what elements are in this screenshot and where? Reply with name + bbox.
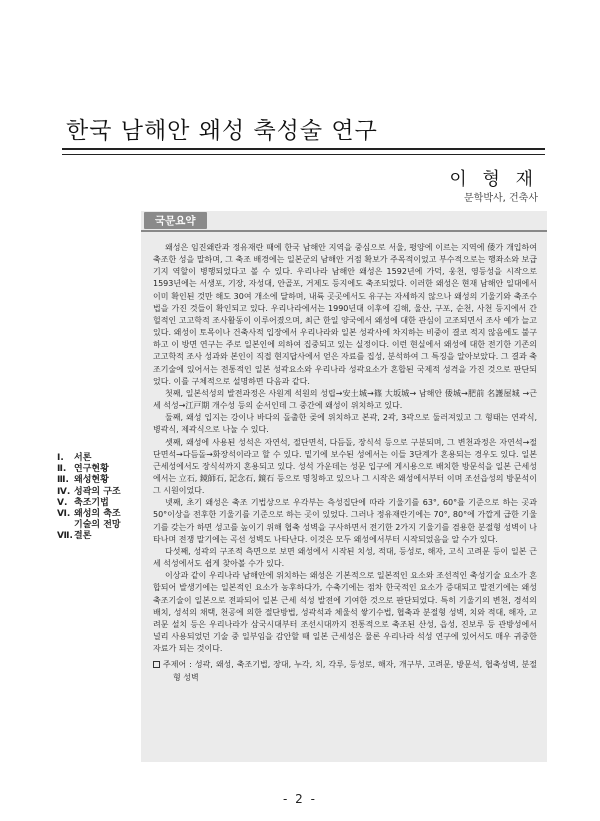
keywords-label: 주제어 : (163, 660, 192, 670)
abstract-paragraph: 넷째, 초기 왜성은 축조 기법상으로 우각부는 측성집단에 따라 기울기를 63°, 60°를 기준으로 하는 곳과 50°이상을 전후한 기울기를 기준으로 하는 곳이 있었다. 그러나 정유재란기에는 70°, 80°에 가깝게 급한 기울기를 갖는가 하면 성고를 높이기 위해 협축 성벽을 구사하면서 전기한 2가지 기울기를 겸용한 분절형 성벽이 나타나며 전쟁 말기에는 곡선 성벽도 나타난다. 이것은 모두 왜성에서부터 시작되었음을 알 수가 있다. (153, 498, 537, 544)
abstract-header (141, 211, 547, 232)
abstract-paragraph: 첫째, 일본석성의 발전과정은 사원계 석원의 성립→安土城→篠 大坂城→ 남해안 倭城→肥前 名護屋城 →근세 석성→江戸期 개수성 등의 순서인데 그 중간에 왜성이 위치하고 있다. (153, 388, 537, 411)
author-name: 이 형 재 (449, 169, 538, 190)
title-rule-bottom (62, 154, 545, 155)
toc-item[interactable]: Ⅱ. 연구현황 (57, 464, 109, 475)
toc-item[interactable]: Ⅲ. 왜성현황 (57, 475, 109, 486)
abstract-paragraph: 왜성은 임진왜란과 정유재란 때에 한국 남해안 지역을 중심으로 서울, 평양에 이르는 지역에 倭가 개입하여 축조한 성을 말하며, 그 축조 배경에는 일본군의 남해안 거점 확보가 주목적이었고 부수적으로는 행좌소와 보급기지 역할이 병행되었다고 볼 수 있다. 우리나라 남해안 왜성은 1592년에 가덕, 웅천, 영등성을 시작으로 1593년에는 서생포, 기장, 자성대, 안골포, 거제도 등지에도 축조되었다. 이러한 왜성은 현재 남해안 일대에서 이미 확인된 것만 해도 30여 개소에 달하며, 내륙 곳곳에서도 유구는 자세하지 않으나 왜성의 기울기와 축조수법을 가진 것들이 확인되고 있다. 우리나라에서는 1990년대 이후에 김해, 울산, 구포, 순천, 사천 등지에서 간헐적인 고고학적 조사활동이 이루어졌으며, 최근 한일 양국에서 왜성에 대한 관심이 고조되면서 조사 예가 늘고 있다. 왜성이 토목이나 건축사적 입장에서 우리나라와 일본 성곽사에 차지하는 비중이 결코 적지 않음에도 불구하고 이 방면 연구는 주로 일본인에 의하여 집중되고 있는 실정이다. 이런 현실에서 왜성에 대한 전기한 기존의 고고학적 조사 성과와 본인이 직접 현지답사에서 얻은 자료를 집성, 분석하여 그 특징을 알아보았다. 그 결과 축조기술에 있어서는 전통적인 일본 성곽요소와 우리나라 성곽요소가 혼합된 국제적 성격을 가진 것으로 판단되었다. 이를 구체적으로 설명하면 다음과 같다. (153, 243, 537, 386)
abstract-paragraph: 셋째, 왜성에 사용된 성석은 자연석, 절단면석, 다듬돌, 장식석 등으로 구분되며, 그 변천과정은 자연석→절단면석→다듬돌→화장석이라고 할 수 있다. 밑기에 보수된 성에서는 이들 3단계가 혼용되는 경우도 있다. 일본 근세성에서도 장식석까지 혼용되고 있다. 성석 가운데는 성문 입구에 게시용으로 배치한 방문석을 일본 근세성에서는 立石, 鏡師石, 記念石, 鏡石 등으로 명칭하고 있으나 그 시작은 왜성에서부터 이며 조선읍성의 방문석이 그 시원이었다. (153, 437, 537, 496)
abstract-body (153, 242, 537, 684)
abstract-paragraph: 다섯째, 성곽의 구조적 측면으로 보면 왜성에서 시작된 치성, 적대, 등성로, 해자, 고식 고려문 등이 일본 근세 석성에서도 쉽게 찾아볼 수가 있다. (153, 546, 537, 569)
toc-item[interactable]: Ⅳ. 성곽의 구조 (57, 486, 121, 497)
toc-item[interactable]: Ⅵ. 왜성의 축조 (57, 509, 121, 520)
author-affiliation: 문학박사, 건축사 (464, 193, 538, 204)
toc-item[interactable]: Ⅶ.결론 (57, 531, 92, 542)
abstract-paragraph: 둘째, 왜성 입지는 강이나 바다의 돌출한 곶에 위치하고 본곽, 2곽, 3곽으로 둘러져있고 그 형태는 연곽식, 병곽식, 제곽식으로 나눌 수 있다. (153, 413, 537, 435)
paper-title: 한국 남해안 왜성 축성술 연구 (66, 118, 378, 144)
checkbox-square-icon (153, 661, 160, 668)
keywords (153, 658, 537, 684)
abstract-paragraph: 이상과 같이 우리나라 남해안에 위치하는 왜성은 기본적으로 일본적인 요소와 조선적인 축성기술 요소가 혼합되어 발생기에는 일본적인 요소가 농후하다가, 수축기에는 점차 한국적인 요소가 증대되고 말전기에는 왜성 축조기술이 일본으로 전파되어 일본 근세 석성 발전에 기여한 것으로 판단되었다. 특히 기울기의 변천, 경석의 배치, 성석의 채택, 천공에 의한 절단방법, 성곽석과 체울석 쌓기수법, 협축과 분절형 성벽, 치와 적대, 해자, 고려문 설치 등은 우리나라가 삼국시대부터 조선시대까지 전통적으로 축조된 산성, 읍성, 진보루 등 관방성에서 널리 사용되었던 기술 중 일부임을 감안할 때 일본 근세성은 물론 우리나라 석성 연구에 있어서도 매우 귀중한 자료가 되는 것이다. (153, 571, 537, 654)
toc-item-continuation[interactable]: 기술의 전망 (74, 520, 121, 531)
toc-item[interactable]: Ⅰ. 서론 (57, 453, 92, 463)
abstract-box (141, 211, 547, 762)
abstract-heading-tab: 국문요약 (144, 212, 207, 229)
toc-item[interactable]: Ⅴ. 축조기법 (57, 497, 109, 508)
table-of-contents (57, 453, 141, 543)
keywords-list: 성곽, 왜성, 축조기법, 장대, 누각, 치, 각루, 등성로, 해자, 개구부, 고려문, 방문석, 협축성벽, 분절형 성벽 (173, 660, 537, 683)
title-rule-top (62, 148, 545, 150)
page-number: - 2 - (283, 792, 317, 806)
